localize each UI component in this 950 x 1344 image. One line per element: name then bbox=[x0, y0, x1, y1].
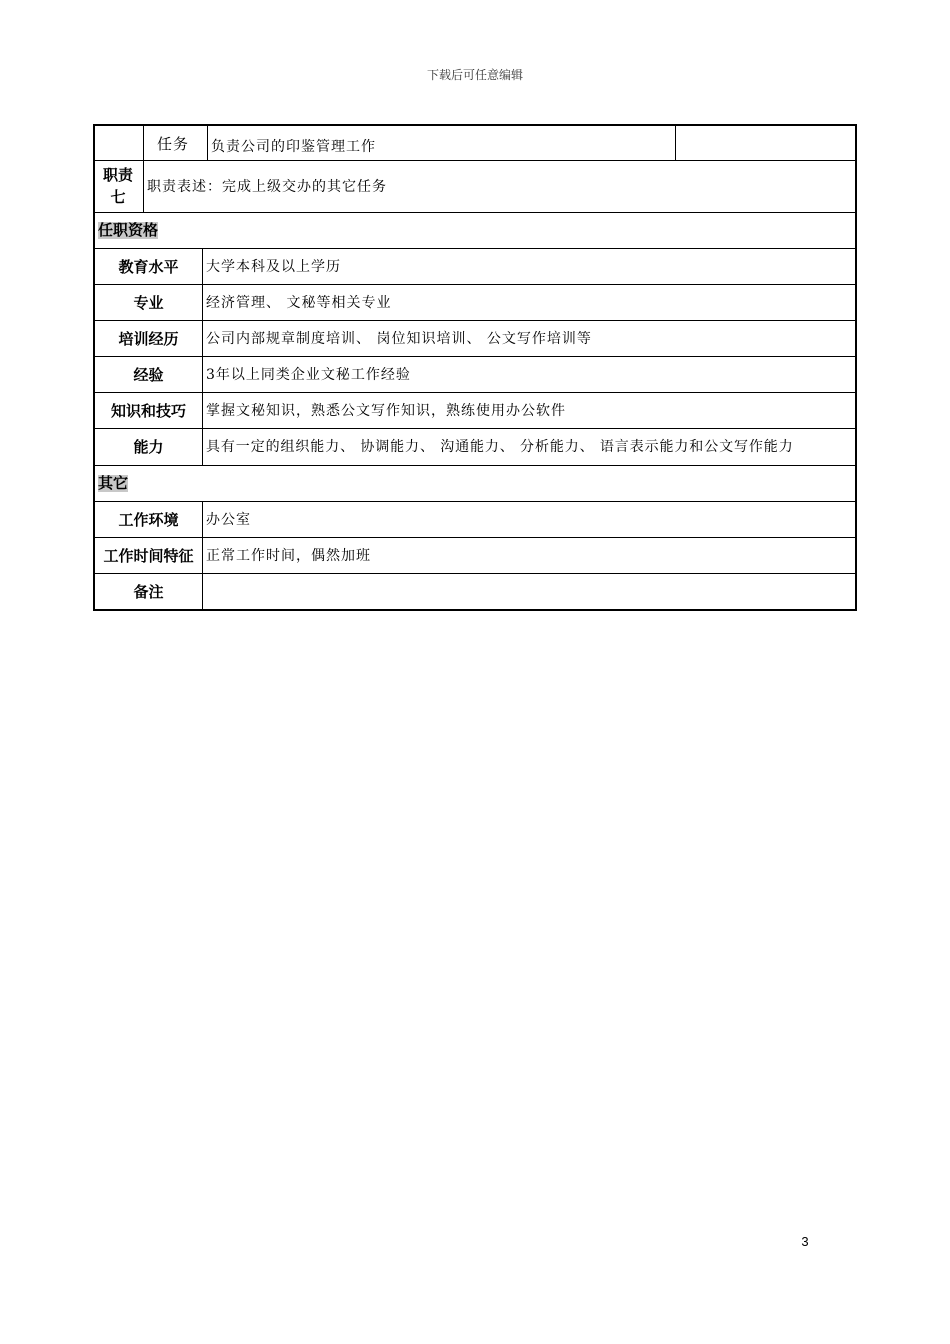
duty-seven-label bbox=[93, 160, 143, 212]
qualification-label-training: 培训经历 bbox=[118, 329, 179, 348]
qualification-label-major: 专业 bbox=[133, 293, 164, 312]
qualification-label-ability: 能力 bbox=[133, 438, 164, 456]
page-header: 下载后可任意编辑 bbox=[426, 68, 523, 82]
duty-seven-description: 职责表述：完成上级交办的其它任务 bbox=[147, 179, 387, 195]
other-value-remarks bbox=[203, 573, 855, 609]
section-other bbox=[95, 465, 855, 501]
qualification-value-experience: 3年以上同类企业文秘工作经验 bbox=[206, 367, 411, 383]
duty-seven-label-line1: 职责 bbox=[102, 166, 133, 184]
task-row bbox=[143, 124, 857, 160]
page-number: 3 bbox=[801, 1234, 809, 1249]
section-other-title: 其它 bbox=[98, 473, 129, 492]
qualification-value-ability: 具有一定的组织能力、 协调能力、 沟通能力、 分析能力、 语言表示能力和公文写作能力 bbox=[206, 438, 794, 455]
section-qualifications bbox=[95, 212, 855, 248]
qualification-value-training: 公司内部规章制度培训、 岗位知识培训、 公文写作培训等 bbox=[206, 331, 592, 347]
task-label: 任务 bbox=[157, 135, 190, 153]
qualification-label-knowledge: 知识和技巧 bbox=[110, 401, 186, 420]
qualification-value-major: 经济管理、 文秘等相关专业 bbox=[206, 295, 392, 311]
qualification-label-education: 教育水平 bbox=[118, 257, 179, 276]
task-value: 负责公司的印鉴管理工作 bbox=[211, 139, 376, 155]
qualification-value-knowledge: 掌握文秘知识，熟悉公文写作知识，熟练使用办公软件 bbox=[206, 403, 566, 419]
other-value-environment: 办公室 bbox=[206, 512, 251, 528]
other-value-work-hours: 正常工作时间，偶然加班 bbox=[206, 548, 371, 564]
section-qualifications-title: 任职资格 bbox=[98, 220, 159, 239]
qualification-value-education: 大学本科及以上学历 bbox=[206, 259, 341, 275]
other-label-work-hours: 工作时间特征 bbox=[103, 546, 194, 565]
qualification-label-experience: 经验 bbox=[133, 365, 164, 384]
task-extra bbox=[676, 124, 857, 160]
duty-seven-label-line2: 七 bbox=[110, 188, 126, 206]
other-label-remarks: 备注 bbox=[133, 582, 164, 601]
other-label-environment: 工作环境 bbox=[118, 510, 179, 529]
